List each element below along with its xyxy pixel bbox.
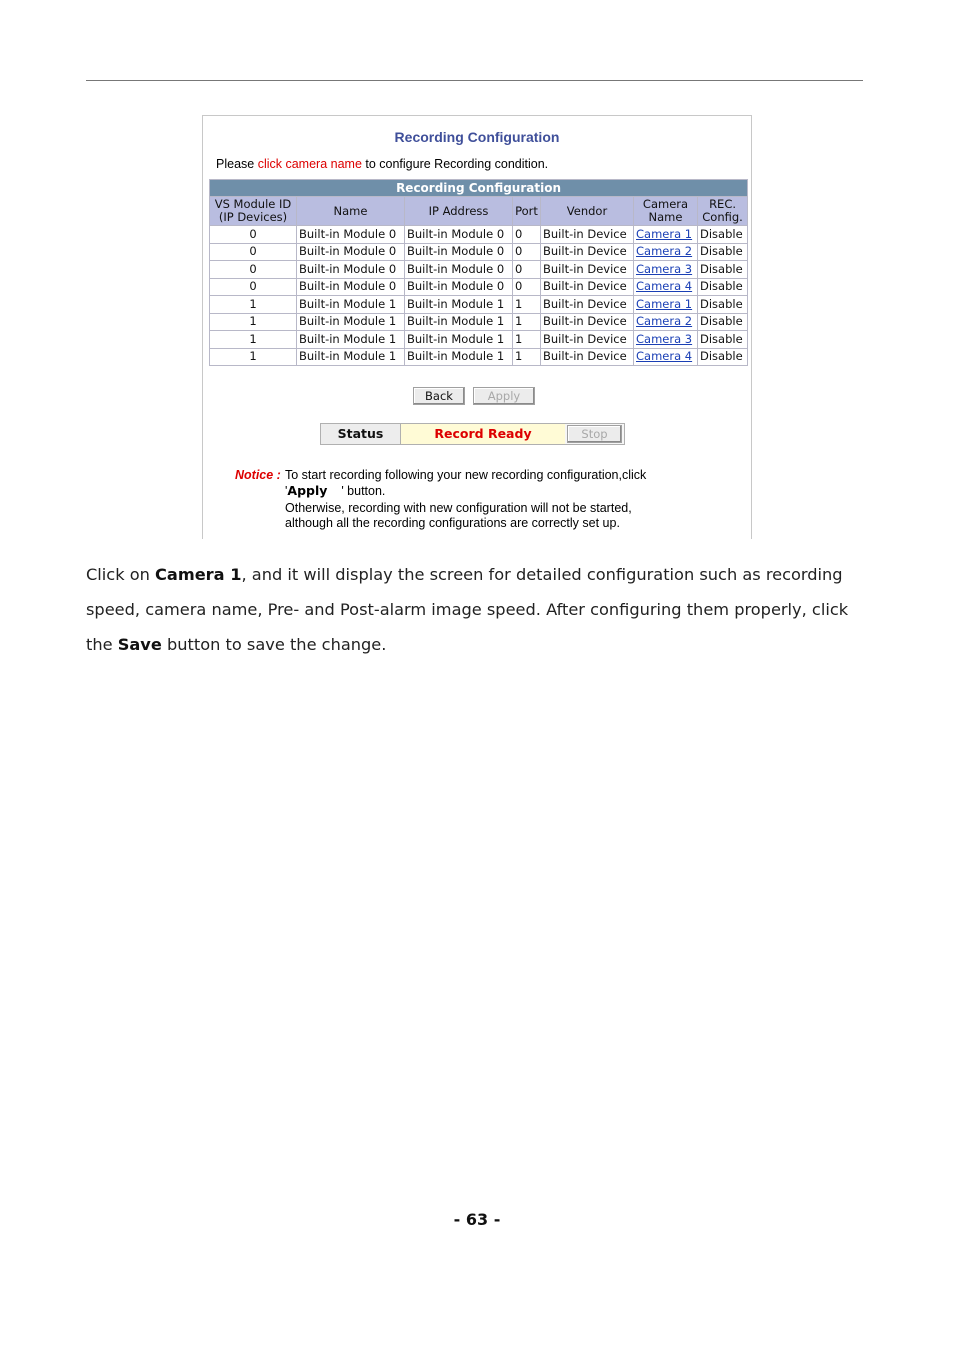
cell-port: 1 — [513, 313, 541, 331]
cell-ip: Built-in Module 1 — [405, 313, 513, 331]
column-header: REC. Config. — [698, 197, 748, 226]
column-header: Vendor — [541, 197, 634, 226]
camera-name-link[interactable]: Camera 4 — [636, 349, 693, 364]
cell-vendor: Built-in Device — [541, 278, 634, 296]
status-value: Record Ready — [401, 424, 565, 444]
stop-button[interactable]: Stop — [567, 425, 622, 443]
camera-name-link[interactable]: Camera 2 — [636, 314, 693, 329]
body-camera-bold: Camera 1 — [155, 565, 242, 584]
body-text-1: Click on — [86, 565, 156, 584]
cell-port: 0 — [513, 278, 541, 296]
cell-camera — [634, 226, 698, 244]
table-row — [210, 296, 748, 314]
recording-configuration-screenshot — [202, 115, 752, 539]
cell-id: 0 — [210, 261, 297, 279]
cell-vendor: Built-in Device — [541, 226, 634, 244]
cell-name: Built-in Module 0 — [297, 261, 405, 279]
cell-ip: Built-in Module 0 — [405, 243, 513, 261]
notice-line-3: Otherwise, recording with new configuration will not be started, — [285, 501, 632, 515]
cell-name: Built-in Module 1 — [297, 331, 405, 349]
table-row — [210, 313, 748, 331]
cell-id: 1 — [210, 331, 297, 349]
page-title: Recording Configuration — [394, 129, 560, 145]
cell-port: 1 — [513, 296, 541, 314]
cell-vendor: Built-in Device — [541, 243, 634, 261]
camera-name-link[interactable]: Camera 1 — [636, 296, 693, 311]
instruction-highlight: click camera name — [257, 157, 362, 171]
cell-vendor: Built-in Device — [541, 313, 634, 331]
cell-port: 0 — [513, 261, 541, 279]
cell-port: 1 — [513, 331, 541, 349]
camera-name-link[interactable]: Camera 1 — [636, 226, 693, 241]
table-row — [210, 331, 748, 349]
cell-rec: Disable — [698, 243, 748, 261]
cell-name: Built-in Module 1 — [297, 313, 405, 331]
cell-id: 0 — [210, 278, 297, 296]
table-row — [210, 348, 748, 366]
cell-id: 1 — [210, 313, 297, 331]
cell-vendor: Built-in Device — [541, 331, 634, 349]
instruction-text — [216, 157, 548, 171]
cell-port: 0 — [513, 226, 541, 244]
cell-rec: Disable — [698, 313, 748, 331]
cell-rec: Disable — [698, 226, 748, 244]
cell-id: 0 — [210, 226, 297, 244]
body-text-2: , and it will display the screen for detailed configuration such as recording speed, camera name, Pre- and Post-alarm image speed. After configuring them properly, click the — [86, 565, 849, 654]
column-header: Name — [297, 197, 405, 226]
cell-rec: Disable — [698, 331, 748, 349]
cell-name: Built-in Module 1 — [297, 296, 405, 314]
column-header: Port — [513, 197, 541, 226]
notice-line-4: although all the recording configurations are correctly set up. — [285, 516, 620, 530]
cell-ip: Built-in Module 0 — [405, 226, 513, 244]
table-row — [210, 243, 748, 261]
column-header: IP Address — [405, 197, 513, 226]
back-button[interactable]: Back — [413, 387, 465, 405]
recording-configuration-table — [209, 179, 748, 366]
cell-vendor: Built-in Device — [541, 261, 634, 279]
notice-text — [285, 468, 715, 531]
cell-camera — [634, 313, 698, 331]
status-bar — [320, 423, 625, 445]
notice-line-2 — [285, 483, 715, 499]
cell-name: Built-in Module 0 — [297, 226, 405, 244]
body-text-3: button to save the change. — [161, 635, 387, 654]
header-rule — [86, 80, 863, 81]
cell-camera — [634, 331, 698, 349]
cell-name: Built-in Module 0 — [297, 278, 405, 296]
table-row — [210, 226, 748, 244]
column-header: Camera Name — [634, 197, 698, 226]
column-header: VS Module ID (IP Devices) — [210, 197, 297, 226]
cell-camera — [634, 278, 698, 296]
body-paragraph — [86, 557, 856, 662]
cell-ip: Built-in Module 0 — [405, 261, 513, 279]
cell-camera — [634, 348, 698, 366]
notice-quote-close: ' button. — [341, 484, 386, 498]
camera-name-link[interactable]: Camera 2 — [636, 244, 693, 259]
cell-port: 1 — [513, 348, 541, 366]
cell-name: Built-in Module 1 — [297, 348, 405, 366]
cell-ip: Built-in Module 1 — [405, 348, 513, 366]
notice-line-1: To start recording following your new recording configuration,click — [285, 468, 647, 482]
status-label: Status — [321, 424, 401, 444]
table-banner: Recording Configuration — [210, 180, 748, 197]
camera-name-link[interactable]: Camera 4 — [636, 279, 693, 294]
cell-rec: Disable — [698, 278, 748, 296]
table-row — [210, 278, 748, 296]
cell-rec: Disable — [698, 348, 748, 366]
cell-ip: Built-in Module 1 — [405, 296, 513, 314]
cell-camera — [634, 261, 698, 279]
cell-id: 1 — [210, 348, 297, 366]
table-row — [210, 261, 748, 279]
cell-ip: Built-in Module 0 — [405, 278, 513, 296]
notice-label: Notice : — [235, 468, 281, 482]
notice-apply-word: Apply — [287, 483, 328, 498]
body-save-bold: Save — [117, 635, 162, 654]
cell-port: 0 — [513, 243, 541, 261]
cell-vendor: Built-in Device — [541, 348, 634, 366]
cell-ip: Built-in Module 1 — [405, 331, 513, 349]
cell-rec: Disable — [698, 261, 748, 279]
camera-name-link[interactable]: Camera 3 — [636, 331, 693, 346]
cell-rec: Disable — [698, 296, 748, 314]
instruction-suffix: to configure Recording condition. — [361, 157, 549, 171]
cell-id: 0 — [210, 243, 297, 261]
cell-name: Built-in Module 0 — [297, 243, 405, 261]
page-number: - 63 - — [453, 1210, 501, 1229]
cell-camera — [634, 243, 698, 261]
cell-id: 1 — [210, 296, 297, 314]
camera-name-link[interactable]: Camera 3 — [636, 261, 693, 276]
cell-camera — [634, 296, 698, 314]
apply-button[interactable]: Apply — [473, 387, 535, 405]
cell-vendor: Built-in Device — [541, 296, 634, 314]
instruction-prefix: Please — [216, 157, 258, 171]
notice-label-text: Notice — [235, 468, 274, 482]
notice-quote-open: ' — [285, 484, 288, 498]
